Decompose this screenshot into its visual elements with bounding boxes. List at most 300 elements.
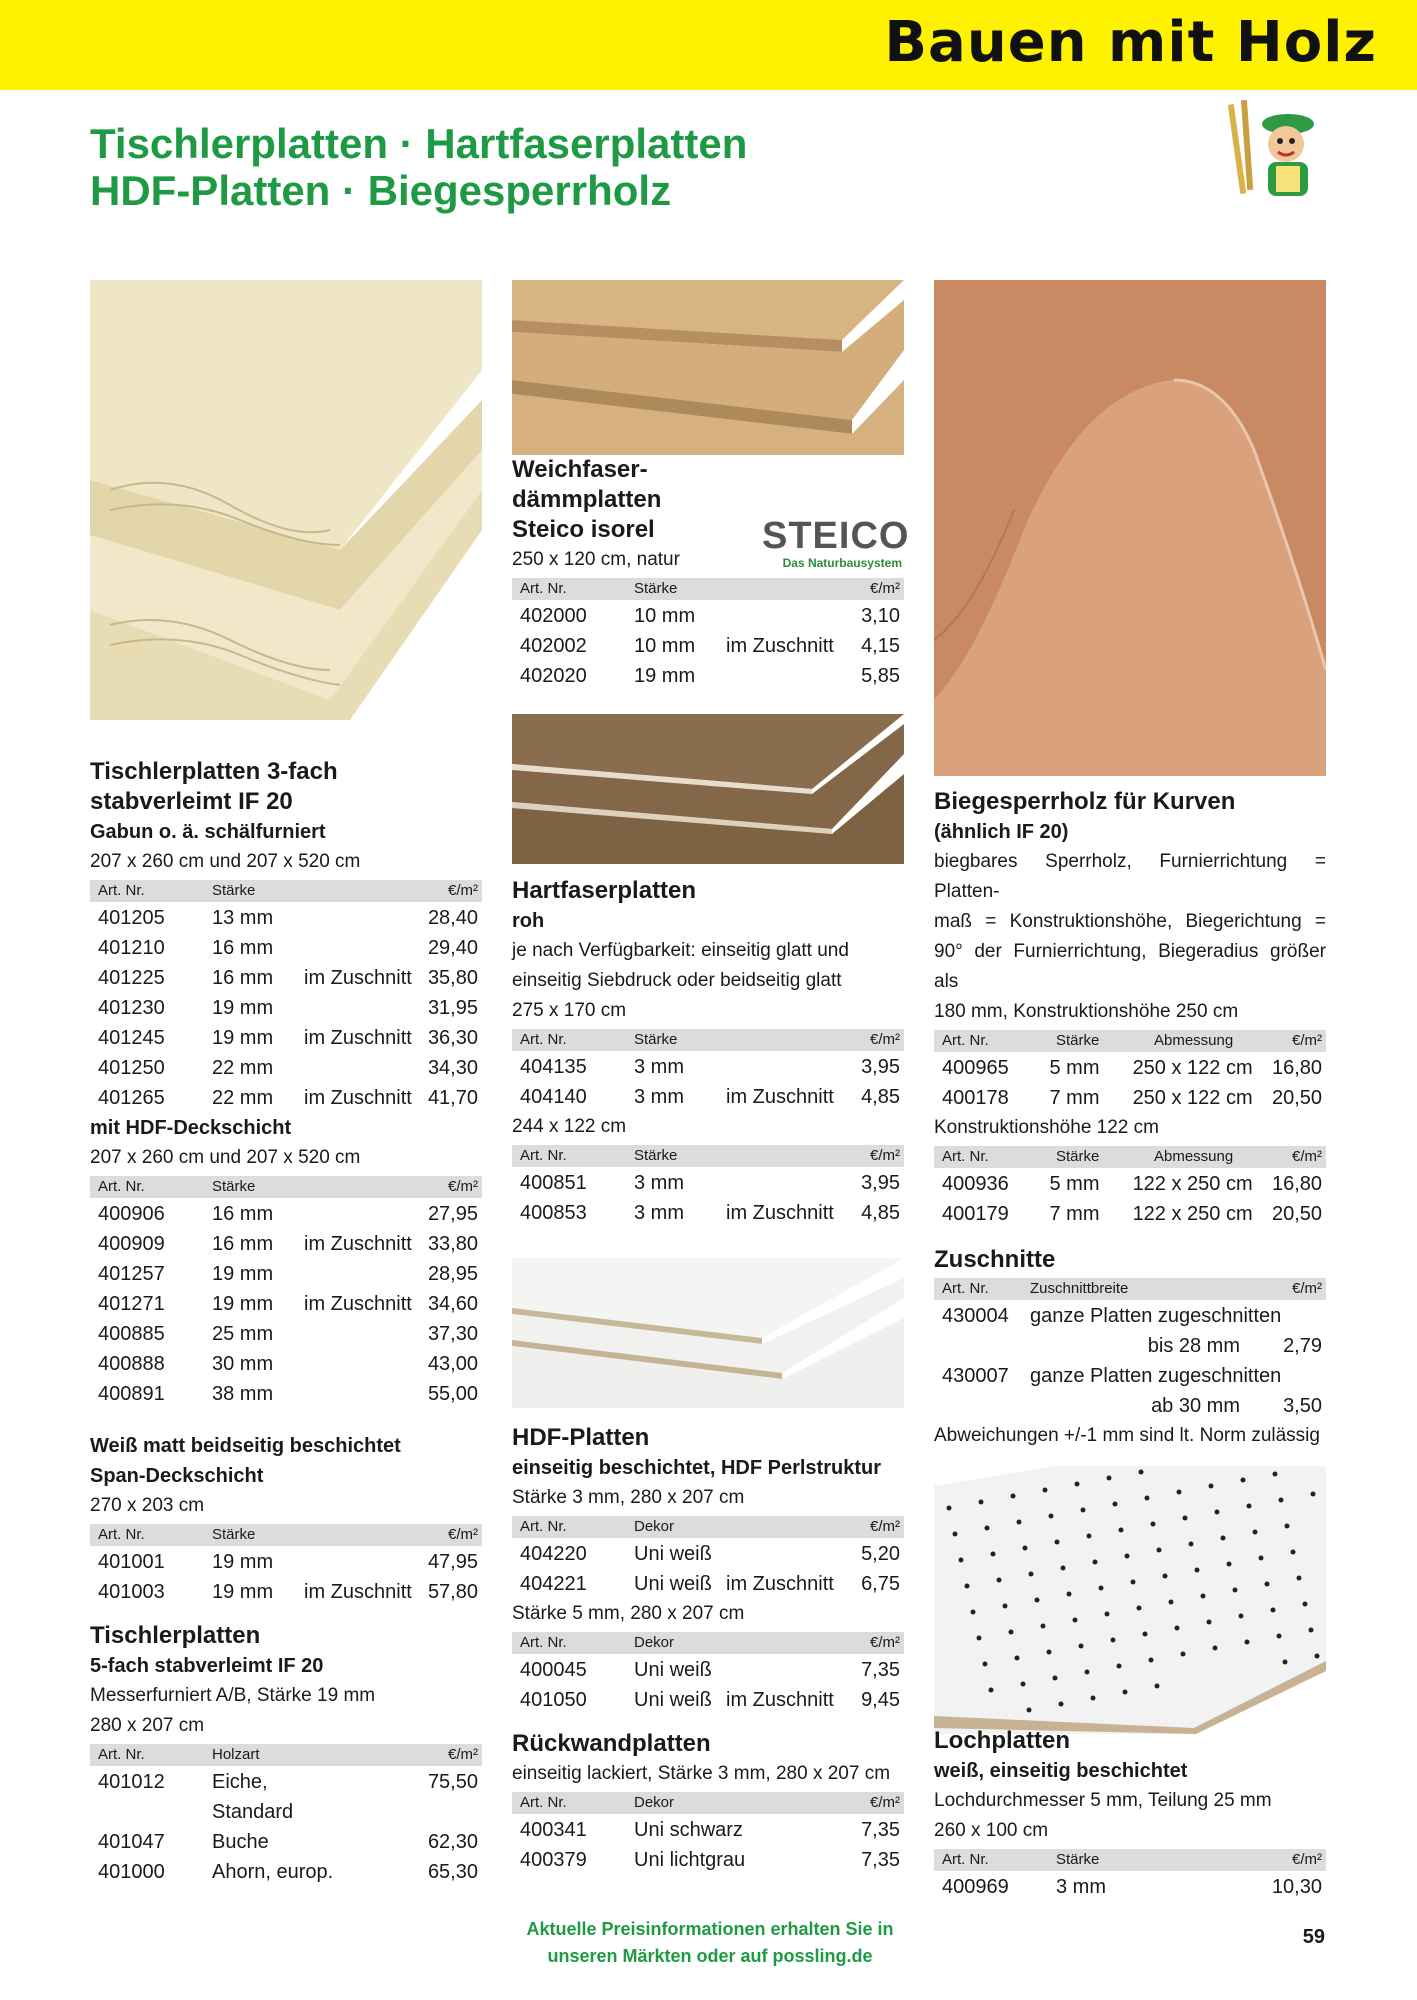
spec: Buche	[212, 1831, 269, 1853]
section-subtitle: Gabun o. ä. schälfurniert	[90, 821, 326, 843]
description-text: Messerfurniert A/B, Stärke 19 mm	[90, 1685, 376, 1706]
spec: 19 mm	[212, 1551, 274, 1573]
perforation-hole	[1221, 1536, 1226, 1541]
size-text: Stärke 5 mm, 280 x 207 cm	[512, 1603, 745, 1624]
price-table	[512, 1815, 904, 1875]
footer-line: Aktuelle Preisinformationen erhalten Sie in	[526, 1919, 894, 1939]
zuschnitt-note: im Zuschnitt	[726, 1689, 834, 1711]
header-zuschnittbreite: Zuschnittbreite	[1030, 1280, 1129, 1297]
price: 29,40	[427, 937, 478, 959]
page-number: 59	[1302, 1926, 1325, 1948]
description-text: 90° der Furnierrichtung, Biegeradius größer als	[934, 941, 1326, 992]
perforation-hole	[1091, 1696, 1096, 1701]
perforation-hole	[1029, 1572, 1034, 1577]
art-nr: 400906	[98, 1203, 165, 1225]
section-biegesperrholz	[934, 787, 1326, 1451]
spec: Uni schwarz	[634, 1819, 743, 1841]
header-staerke: Stärke	[1056, 1851, 1100, 1868]
zuschnitt-desc: ganze Platten zugeschnitten	[1030, 1305, 1282, 1327]
staerke: 5 mm	[1049, 1173, 1100, 1195]
perforation-hole	[1285, 1524, 1290, 1529]
price: 43,00	[427, 1353, 478, 1375]
perforation-hole	[989, 1688, 994, 1693]
perforation-hole	[1107, 1476, 1112, 1481]
heading-line-1: Tischlerplatten · Hartfaserplatten	[90, 120, 748, 167]
art-nr: 401050	[520, 1689, 587, 1711]
perforation-hole	[1093, 1560, 1098, 1565]
header-price: €/m²	[1292, 1032, 1322, 1049]
perforation-hole	[1125, 1554, 1130, 1559]
perforation-hole	[1023, 1546, 1028, 1551]
spec: 19 mm	[634, 665, 696, 687]
header-art-nr: Art. Nr.	[942, 1851, 989, 1868]
art-nr: 401225	[98, 967, 165, 989]
header-staerke: Stärke	[1056, 1032, 1100, 1049]
table-row	[934, 1301, 1326, 1331]
perforation-hole	[1035, 1598, 1040, 1603]
price-table	[934, 1872, 1326, 1902]
art-nr: 400965	[942, 1057, 1009, 1079]
price: 62,30	[427, 1831, 478, 1853]
table-row	[934, 1331, 1326, 1361]
spec: Uni lichtgrau	[634, 1849, 746, 1871]
perforation-hole	[1297, 1576, 1302, 1581]
description-text: Konstruktionshöhe 122 cm	[934, 1117, 1159, 1138]
header-staerke: Stärke	[1056, 1148, 1100, 1165]
perforation-hole	[1085, 1670, 1090, 1675]
header-dekor: Dekor	[634, 1634, 675, 1651]
section-subtitle: einseitig beschichtet, HDF Perlstruktur	[512, 1457, 881, 1479]
art-nr: 401210	[98, 937, 165, 959]
zuschnitt-note	[718, 1052, 836, 1082]
description-text: biegbares Sperrholz, Furnierrichtung = Platten-	[934, 851, 1326, 902]
perforation-hole	[1087, 1534, 1092, 1539]
table-row	[512, 1845, 904, 1875]
perforation-hole	[1009, 1630, 1014, 1635]
section-title: Biegesperrholz für Kurven	[934, 788, 1236, 815]
header-art-nr: Art. Nr.	[98, 1746, 145, 1763]
table-header	[934, 1849, 1326, 1871]
zuschnitt-note	[352, 1767, 400, 1827]
spec: 16 mm	[212, 1233, 274, 1255]
size-text: Stärke 3 mm, 280 x 207 cm	[512, 1487, 745, 1508]
art-nr: 400379	[520, 1849, 587, 1871]
perforation-hole	[971, 1610, 976, 1615]
section-title: Hartfaserplatten	[512, 877, 697, 904]
page-heading	[90, 120, 747, 214]
header-dekor: Dekor	[634, 1518, 675, 1535]
zuschnitt-note	[718, 661, 836, 691]
perforation-hole	[1277, 1634, 1282, 1639]
header-art-nr: Art. Nr.	[520, 1147, 567, 1164]
art-nr: 430007	[942, 1365, 1009, 1387]
zuschnitt-note	[352, 1857, 400, 1887]
price-table	[90, 1547, 482, 1607]
table-row	[90, 1053, 482, 1083]
perforation-hole	[1081, 1508, 1086, 1513]
header-dekor: Dekor	[634, 1794, 675, 1811]
perforation-hole	[1017, 1520, 1022, 1525]
table-row	[512, 601, 904, 631]
price-table	[90, 903, 482, 1113]
perforation-hole	[1151, 1522, 1156, 1527]
header-price: €/m²	[1292, 1148, 1322, 1165]
price-table	[934, 1169, 1326, 1229]
header-art-nr: Art. Nr.	[520, 1031, 567, 1048]
table-row	[90, 903, 482, 933]
description-text: Lochdurchmesser 5 mm, Teilung 25 mm	[934, 1790, 1272, 1811]
table-header	[934, 1278, 1326, 1300]
spec: Ahorn, europ.	[212, 1861, 334, 1883]
art-nr: 404135	[520, 1056, 587, 1078]
perforation-hole	[983, 1662, 988, 1667]
perforation-hole	[1155, 1684, 1160, 1689]
price: 4,85	[861, 1086, 900, 1108]
spec: Uni weiß	[634, 1689, 712, 1711]
abmessung: 122 x 250 cm	[1132, 1173, 1253, 1195]
zuschnitt-note	[296, 933, 414, 963]
table-row	[934, 1053, 1326, 1083]
perforation-hole	[1117, 1664, 1122, 1669]
price: 3,50	[1283, 1395, 1322, 1417]
price: 3,95	[861, 1056, 900, 1078]
section-lochplatten	[934, 1726, 1326, 1902]
price: 28,95	[427, 1263, 478, 1285]
perforation-hole	[1137, 1606, 1142, 1611]
art-nr: 400853	[520, 1202, 587, 1224]
perforation-hole	[959, 1558, 964, 1563]
spec: 16 mm	[212, 937, 274, 959]
perforation-hole	[1291, 1550, 1296, 1555]
zuschnitt-note: im Zuschnitt	[726, 635, 834, 657]
section-tischlerplatten-3fach	[90, 757, 482, 1887]
section-subtitle: roh	[512, 910, 545, 932]
perforation-hole	[1139, 1470, 1144, 1475]
header-price: €/m²	[448, 1178, 478, 1195]
table-row	[934, 1169, 1326, 1199]
section-hdf-platten	[512, 1423, 904, 1875]
perforation-hole	[985, 1526, 990, 1531]
steico-logo	[762, 515, 910, 570]
header-price: €/m²	[870, 1147, 900, 1164]
perforation-hole	[1003, 1604, 1008, 1609]
price-table	[934, 1053, 1326, 1113]
price: 16,80	[1271, 1057, 1323, 1079]
art-nr: 400888	[98, 1353, 165, 1375]
header-art-nr: Art. Nr.	[520, 1634, 567, 1651]
art-nr: 404221	[520, 1573, 587, 1595]
perforation-hole	[1047, 1650, 1052, 1655]
footer-note	[500, 1916, 920, 1970]
table-row	[934, 1199, 1326, 1229]
perforation-hole	[1061, 1566, 1066, 1571]
table-row	[90, 1083, 482, 1113]
perforation-hole	[991, 1552, 996, 1557]
abmessung: 250 x 122 cm	[1132, 1087, 1253, 1109]
price: 3,95	[861, 1172, 900, 1194]
price: 20,50	[1271, 1087, 1323, 1109]
price: 57,80	[427, 1581, 478, 1603]
table-row	[512, 1685, 904, 1715]
product-image-hdf	[512, 1258, 904, 1408]
price-table	[512, 1052, 904, 1112]
perforation-hole	[1189, 1542, 1194, 1547]
table-row	[934, 1872, 1326, 1902]
perforation-hole	[1011, 1494, 1016, 1499]
table-header	[934, 1146, 1326, 1168]
section-subtitle: Span-Deckschicht	[90, 1465, 264, 1487]
perforation-hole	[1239, 1614, 1244, 1619]
header-staerke: Stärke	[634, 580, 678, 597]
table-row	[512, 631, 904, 661]
spec: Eiche, Standard	[212, 1771, 294, 1823]
zuschnitt-note	[296, 1827, 414, 1857]
spec: 38 mm	[212, 1383, 274, 1405]
art-nr: 404140	[520, 1086, 587, 1108]
spec: Uni weiß	[634, 1659, 712, 1681]
table-row	[512, 1082, 904, 1112]
perforation-hole	[947, 1506, 952, 1511]
price: 4,85	[861, 1202, 900, 1224]
section-title: Steico isorel	[512, 516, 655, 543]
art-nr: 400045	[520, 1659, 587, 1681]
perforation-hole	[1283, 1660, 1288, 1665]
steico-logo-subtitle: Das Naturbausystem	[782, 556, 902, 570]
zuschnitt-note: im Zuschnitt	[726, 1086, 834, 1108]
perforation-hole	[1163, 1574, 1168, 1579]
staerke: 5 mm	[1049, 1057, 1100, 1079]
price: 10,30	[1271, 1876, 1322, 1898]
price-table	[512, 1168, 904, 1228]
section-weichfaser	[512, 455, 910, 691]
perforation-hole	[1279, 1498, 1284, 1503]
perforation-hole	[1259, 1556, 1264, 1561]
spec: 16 mm	[212, 1203, 274, 1225]
perforation-hole	[1143, 1632, 1148, 1637]
header-art-nr: Art. Nr.	[98, 1526, 145, 1543]
art-nr: 400341	[520, 1819, 587, 1841]
staerke: 7 mm	[1049, 1087, 1100, 1109]
perforation-hole	[1079, 1644, 1084, 1649]
table-row	[90, 1857, 482, 1887]
section-title: Tischlerplatten 3-fach	[90, 758, 338, 785]
art-nr: 402020	[520, 665, 587, 687]
header-holzart: Holzart	[212, 1746, 260, 1763]
art-nr: 401012	[98, 1771, 165, 1793]
perforation-hole	[1113, 1502, 1118, 1507]
header-price: €/m²	[1292, 1851, 1322, 1868]
perforation-hole	[1059, 1702, 1064, 1707]
perforation-hole	[1053, 1676, 1058, 1681]
price: 65,30	[427, 1861, 478, 1883]
perforation-hole	[1075, 1482, 1080, 1487]
perforation-hole	[1131, 1580, 1136, 1585]
header-price: €/m²	[870, 1031, 900, 1048]
zuschnitt-note: im Zuschnitt	[304, 1293, 412, 1315]
abmessung: 122 x 250 cm	[1132, 1203, 1253, 1225]
perforation-hole	[1067, 1592, 1072, 1597]
art-nr: 401257	[98, 1263, 165, 1285]
table-header	[512, 1145, 904, 1167]
price: 34,60	[427, 1293, 478, 1315]
size-text: 260 x 100 cm	[934, 1820, 1049, 1841]
description-text: je nach Verfügbarkeit: einseitig glatt und	[512, 940, 849, 961]
zuschnitt-note	[296, 1319, 414, 1349]
header-abmessung: Abmessung	[1154, 1032, 1234, 1049]
art-nr: 401003	[98, 1581, 165, 1603]
zuschnitt-note	[718, 1539, 836, 1569]
size-text: 207 x 260 cm und 207 x 520 cm	[90, 1147, 361, 1168]
header-staerke: Stärke	[212, 1178, 256, 1195]
header-art-nr: Art. Nr.	[520, 1794, 567, 1811]
header-art-nr: Art. Nr.	[942, 1280, 989, 1297]
price-table	[90, 1767, 482, 1887]
table-row	[512, 1052, 904, 1082]
perforation-hole	[1181, 1652, 1186, 1657]
header-price: €/m²	[1292, 1280, 1322, 1297]
perforation-hole	[1207, 1620, 1212, 1625]
price: 41,70	[427, 1087, 478, 1109]
price-table	[512, 1539, 904, 1599]
spec: 19 mm	[212, 1027, 274, 1049]
header-price: €/m²	[870, 580, 900, 597]
price: 7,35	[861, 1659, 900, 1681]
table-row	[90, 1199, 482, 1229]
section-subtitle: weiß, einseitig beschichtet	[934, 1760, 1188, 1782]
price: 7,35	[861, 1819, 900, 1841]
header-art-nr: Art. Nr.	[520, 580, 567, 597]
perforation-hole	[1105, 1612, 1110, 1617]
zuschnitt-width: ab 30 mm	[1151, 1395, 1240, 1417]
perforation-hole	[1195, 1568, 1200, 1573]
staerke: 7 mm	[1049, 1203, 1100, 1225]
table-row	[90, 933, 482, 963]
price-table	[512, 1655, 904, 1715]
table-header	[512, 1792, 904, 1814]
table-row	[512, 661, 904, 691]
spec: 10 mm	[634, 635, 696, 657]
price: 47,95	[427, 1551, 478, 1573]
price-table	[512, 601, 904, 691]
zuschnitt-note	[296, 993, 414, 1023]
zuschnitt-note: im Zuschnitt	[304, 1233, 412, 1255]
header-staerke: Stärke	[634, 1147, 678, 1164]
product-image-hartfaser	[512, 714, 904, 864]
header-price: €/m²	[870, 1794, 900, 1811]
zuschnitt-note: im Zuschnitt	[726, 1202, 834, 1224]
zuschnitt-note	[718, 601, 836, 631]
section-title: HDF-Platten	[512, 1424, 650, 1451]
perforation-hole	[1157, 1548, 1162, 1553]
zuschnitt-note	[296, 1379, 414, 1409]
abmessung: 250 x 122 cm	[1132, 1057, 1253, 1079]
art-nr: 400891	[98, 1383, 165, 1405]
table-row	[512, 1168, 904, 1198]
table-row	[512, 1198, 904, 1228]
spec: 25 mm	[212, 1323, 274, 1345]
size-text: 244 x 122 cm	[512, 1116, 627, 1137]
spec: 3 mm	[634, 1172, 684, 1194]
price: 5,20	[861, 1543, 900, 1565]
zuschnitt-note	[774, 1845, 822, 1875]
price: 34,30	[427, 1057, 478, 1079]
zuschnitt-note	[296, 1547, 414, 1577]
art-nr: 404220	[520, 1543, 587, 1565]
table-row	[90, 1379, 482, 1409]
table-row	[90, 1259, 482, 1289]
perforation-hole	[1043, 1488, 1048, 1493]
section-title: Lochplatten	[934, 1727, 1070, 1754]
perforation-hole	[1227, 1562, 1232, 1567]
table-row	[90, 1577, 482, 1607]
zuschnitt-note	[296, 1259, 414, 1289]
perforation-hole	[1111, 1638, 1116, 1643]
zuschnitt-note	[296, 1199, 414, 1229]
perforation-hole	[1209, 1484, 1214, 1489]
table-row	[90, 993, 482, 1023]
table-header	[90, 1524, 482, 1546]
spec: 13 mm	[212, 907, 274, 929]
section-subtitle: mit HDF-Deckschicht	[90, 1117, 292, 1139]
header-price: €/m²	[870, 1634, 900, 1651]
spec: 3 mm	[1056, 1876, 1106, 1898]
perforation-hole	[953, 1532, 958, 1537]
banner-title: Bauen mit Holz	[884, 10, 1377, 75]
header-price: €/m²	[448, 1746, 478, 1763]
table-header	[512, 578, 904, 600]
perforation-hole	[979, 1500, 984, 1505]
art-nr: 400969	[942, 1876, 1009, 1898]
perforation-hole	[1271, 1608, 1276, 1613]
perforation-hole	[1213, 1646, 1218, 1651]
perforation-hole	[1215, 1510, 1220, 1515]
header-staerke: Stärke	[212, 882, 256, 899]
price: 20,50	[1271, 1203, 1323, 1225]
zuschnitt-note: im Zuschnitt	[304, 1087, 412, 1109]
art-nr: 401271	[98, 1293, 165, 1315]
zuschnitt-note	[1140, 1872, 1258, 1902]
art-nr: 401001	[98, 1551, 165, 1573]
section-title: Rückwandplatten	[512, 1730, 711, 1757]
perforation-hole	[1253, 1530, 1258, 1535]
section-title: Tischlerplatten	[90, 1622, 261, 1649]
table-row	[90, 1349, 482, 1379]
perforation-hole	[1027, 1708, 1032, 1713]
price: 16,80	[1271, 1173, 1323, 1195]
heading-line-2: HDF-Platten · Biegesperrholz	[90, 167, 672, 214]
table-row	[512, 1569, 904, 1599]
product-image-lochplatten	[934, 1466, 1326, 1734]
size-text: 275 x 170 cm	[512, 1000, 627, 1021]
perforation-hole	[1123, 1690, 1128, 1695]
art-nr: 400851	[520, 1172, 587, 1194]
perforation-hole	[1303, 1602, 1308, 1607]
perforation-hole	[1311, 1492, 1316, 1497]
perforation-hole	[1049, 1514, 1054, 1519]
zuschnitt-desc: ganze Platten zugeschnitten	[1030, 1365, 1282, 1387]
table-header	[934, 1030, 1326, 1052]
spec: 19 mm	[212, 1263, 274, 1285]
price: 5,85	[861, 665, 900, 687]
perforation-hole	[1021, 1682, 1026, 1687]
size-text: 270 x 203 cm	[90, 1495, 205, 1516]
perforation-hole	[1099, 1586, 1104, 1591]
price: 4,15	[861, 635, 900, 657]
header-staerke: Stärke	[634, 1031, 678, 1048]
art-nr: 400178	[942, 1087, 1009, 1109]
price: 55,00	[427, 1383, 478, 1405]
art-nr: 430004	[942, 1305, 1009, 1327]
